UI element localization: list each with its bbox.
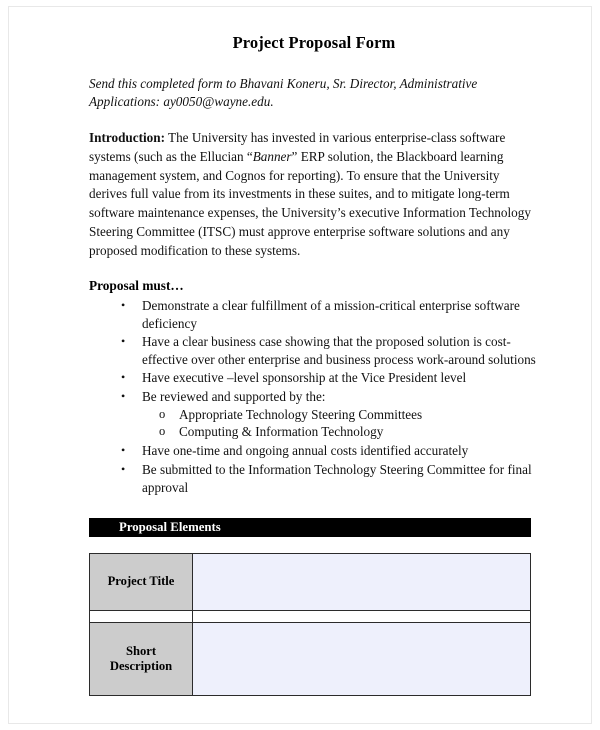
list-item [89, 333, 539, 368]
list-item-text: Be submitted to the Information Technology Steering Committee for final approval [142, 461, 532, 495]
contact-email: ay0050@wayne.edu. [163, 93, 274, 109]
circle-bullet-icon: o [159, 406, 166, 421]
introduction-text-part1: The University has invested in various enterprise-class software systems (such as the Ellucian “ [89, 130, 506, 164]
proposal-must-list [89, 297, 539, 496]
circle-bullet-icon: o [159, 424, 166, 439]
field-label-line2: Description [109, 659, 173, 674]
sub-list-item-text: Appropriate Technology Steering Committees [179, 406, 423, 422]
table-spacer [90, 611, 531, 623]
sub-list-item-text: Computing & Information Technology [179, 424, 384, 440]
list-item-text: Demonstrate a clear fulfillment of a mission-critical enterprise software deficiency [142, 298, 520, 331]
proposal-must-sublist [142, 406, 539, 442]
list-item-text: Have a clear business case showing that the proposed solution is cost-effective over other enterprise and business process work-around solutions [142, 334, 536, 367]
proposal-elements-table [89, 553, 531, 696]
field-label-project-title: Project Title [90, 554, 193, 611]
proposal-must-heading: Proposal must… [89, 278, 184, 294]
bullet-icon: • [121, 443, 126, 458]
table-spacer-cell [193, 611, 531, 623]
bullet-icon: • [121, 334, 126, 349]
list-item [89, 461, 539, 496]
list-item [89, 297, 539, 332]
list-item [89, 442, 539, 460]
project-title-input-cell[interactable] [193, 554, 531, 611]
introduction-emphasis-banner: Banner [252, 148, 292, 164]
introduction-label: Introduction: [89, 130, 165, 146]
list-item [89, 369, 539, 387]
page-title: Project Proposal Form [232, 33, 396, 52]
bullet-icon: • [121, 388, 126, 403]
send-instruction-text: Send this completed form to Bhavani Koneru, Sr. Director, Administrative Applications: [89, 76, 478, 109]
introduction-text-part2: ” ERP solution, the Blackboard learning management system, and Cognos for reporting). To ensure that the University derives full value from its investments in these suites, and to mitigate long-term software maintenance expenses, the University’s executive Information Technology Steering Committee (ITSC) must approve enterprise software solutions and any proposed modification to these systems. [89, 148, 531, 258]
list-item-text: Be reviewed and supported by the: [142, 388, 326, 404]
bullet-icon: • [121, 298, 126, 313]
proposal-elements-header-bar: Proposal Elements [89, 518, 531, 537]
field-label-line1: Short [125, 643, 157, 658]
send-instruction [89, 75, 539, 110]
document-page [8, 6, 592, 724]
sub-list-item [142, 406, 539, 424]
bullet-icon: • [121, 461, 126, 476]
introduction-paragraph [89, 129, 539, 260]
table-row [90, 554, 531, 611]
list-item-text: Have one-time and ongoing annual costs identified accurately [142, 443, 469, 459]
list-item [89, 388, 539, 441]
sub-list-item [142, 423, 539, 441]
table-row [90, 623, 531, 696]
table-spacer-cell [90, 611, 193, 623]
short-description-input-cell[interactable] [193, 623, 531, 696]
bullet-icon: • [121, 370, 126, 385]
field-label-short-description [90, 623, 193, 696]
document-content [89, 33, 539, 696]
list-item-text: Have executive –level sponsorship at the Vice President level [142, 370, 467, 386]
